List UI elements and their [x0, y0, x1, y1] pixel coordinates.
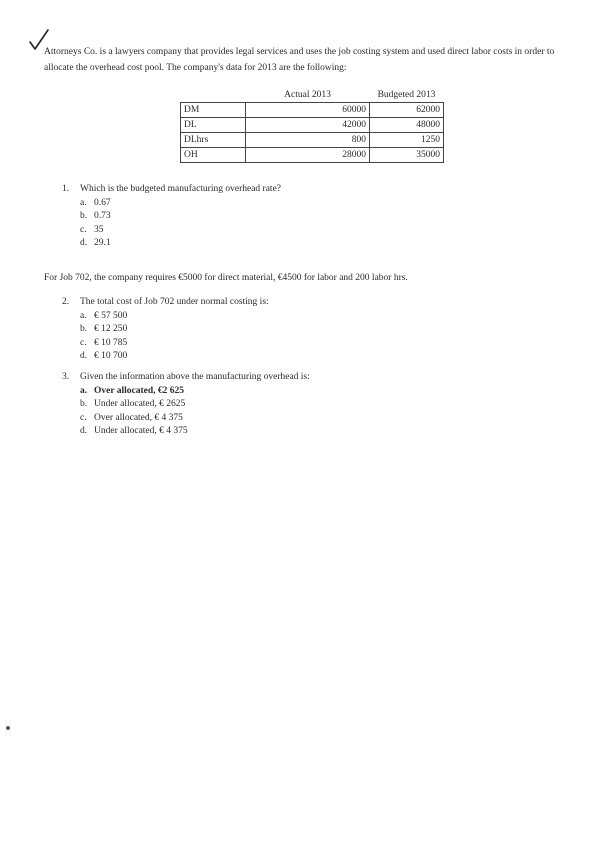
- row-label: DL: [181, 118, 246, 133]
- option-letter: d.: [80, 426, 88, 436]
- table-header-actual: Actual 2013: [246, 88, 370, 103]
- option-item: [80, 210, 542, 224]
- option-letter: b.: [80, 324, 88, 334]
- actual-value: 800: [246, 133, 370, 148]
- option-item: [80, 425, 542, 439]
- question-text: Given the information above the manufacturing overhead is:: [80, 372, 310, 382]
- table-header-budgeted: Budgeted 2013: [370, 88, 444, 103]
- question-number: 1.: [62, 184, 70, 194]
- row-label: OH: [181, 148, 246, 163]
- option-item: [80, 412, 542, 426]
- option-text: Over allocated, €2 625: [94, 385, 185, 396]
- option-letter: a.: [80, 310, 87, 321]
- row-label: DLhrs: [181, 133, 246, 148]
- option-item: [80, 385, 542, 399]
- option-text: 0.73: [94, 211, 111, 221]
- option-text: € 10 700: [94, 351, 128, 361]
- actual-value: 60000: [246, 103, 370, 118]
- question-2: [62, 296, 542, 364]
- question-text: Which is the budgeted manufacturing overhead rate?: [80, 184, 281, 194]
- cost-data-table: [180, 88, 444, 163]
- table-header-row: [181, 88, 444, 103]
- actual-value: 28000: [246, 148, 370, 163]
- option-item: [80, 350, 542, 364]
- budgeted-value: 48000: [370, 118, 444, 133]
- option-text: Over allocated, € 4 375: [94, 412, 183, 423]
- table-row: [181, 148, 444, 163]
- option-letter: a.: [80, 197, 87, 208]
- option-item: [80, 237, 542, 251]
- scan-speck: [6, 726, 10, 730]
- option-item: [80, 197, 542, 211]
- option-letter: a.: [80, 385, 88, 396]
- option-text: € 12 250: [94, 324, 128, 334]
- option-item: [80, 224, 542, 238]
- option-list: [80, 197, 542, 251]
- option-letter: c.: [80, 412, 87, 423]
- table-row: [181, 103, 444, 118]
- option-item: [80, 310, 542, 324]
- option-item: [80, 398, 542, 412]
- option-item: [80, 337, 542, 351]
- table-row: [181, 133, 444, 148]
- option-text: € 57 500: [94, 310, 128, 321]
- table-row: [181, 118, 444, 133]
- option-letter: c.: [80, 337, 87, 348]
- question-number: 3.: [62, 372, 70, 382]
- option-list: [80, 385, 542, 439]
- table-header-blank: [181, 88, 246, 103]
- row-label: DM: [181, 103, 246, 118]
- option-text: 0.67: [94, 197, 111, 208]
- option-text: € 10 785: [94, 337, 128, 348]
- actual-value: 42000: [246, 118, 370, 133]
- budgeted-value: 62000: [370, 103, 444, 118]
- question-1: [62, 183, 542, 251]
- job-702-description: For Job 702, the company requires €5000 for direct material, €4500 for labor and 200 labor hrs.: [44, 273, 408, 283]
- option-letter: c.: [80, 224, 87, 235]
- option-text: 35: [94, 224, 104, 235]
- intro-paragraph: Attorneys Co. is a lawyers company that provides legal services and uses the job costing system and used direct labor costs in order to allocate the overhead cost pool. The company's data for 2013 are the following:: [44, 47, 555, 73]
- option-letter: d.: [80, 238, 88, 248]
- question-number: 2.: [62, 297, 70, 307]
- option-letter: b.: [80, 211, 88, 221]
- option-text: Under allocated, € 2625: [94, 399, 186, 409]
- option-text: 29.1: [94, 238, 111, 248]
- option-letter: b.: [80, 399, 88, 409]
- option-item: [80, 323, 542, 337]
- option-letter: d.: [80, 351, 88, 361]
- budgeted-value: 1250: [370, 133, 444, 148]
- question-text: The total cost of Job 702 under normal costing is:: [80, 297, 269, 307]
- option-text: Under allocated, € 4 375: [94, 426, 188, 436]
- question-3: [62, 371, 542, 439]
- option-list: [80, 310, 542, 364]
- budgeted-value: 35000: [370, 148, 444, 163]
